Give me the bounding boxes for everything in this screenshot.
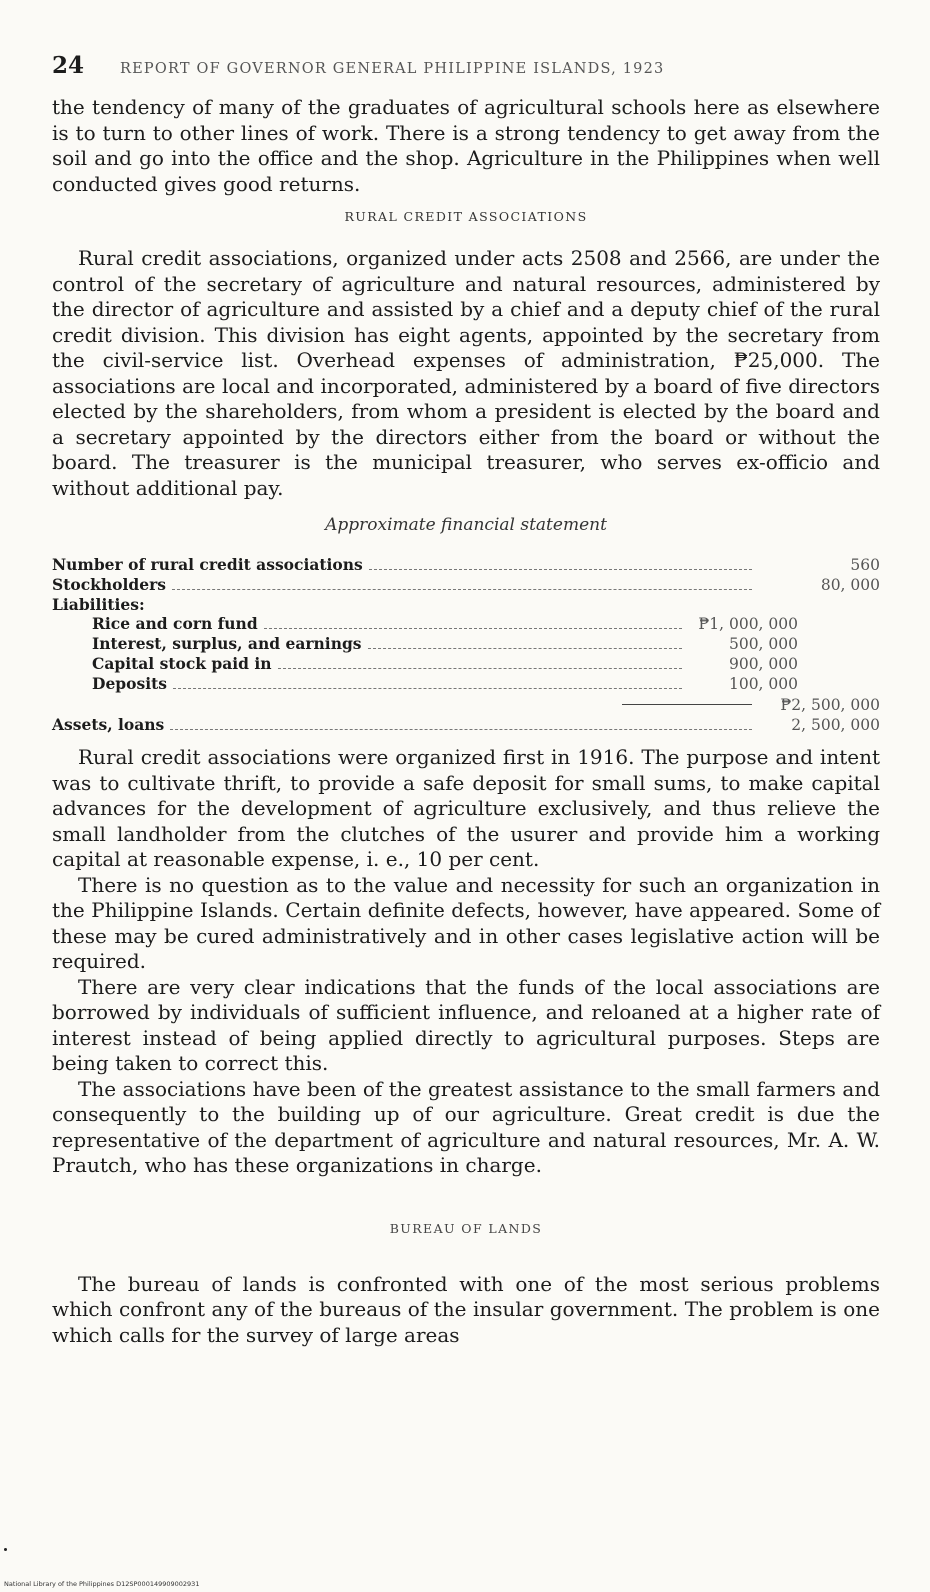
statement-row-deposits — [52, 674, 798, 694]
row-value: 560 — [850, 556, 880, 574]
statement-row-interest — [52, 634, 798, 654]
paragraph-rural-credit-3: There is no question as to the value and necessity for such an organization in the Philippine Islands. Certain definite defects, however, have appeared. Some of these may be cured administratively and in other cases legislative action will be required. — [52, 872, 880, 973]
row-value: 80, 000 — [820, 576, 880, 594]
row-value: 900, 000 — [728, 655, 798, 673]
statement-row-rice-fund — [52, 614, 798, 634]
dotted-leader — [170, 729, 752, 730]
statement-row-capital-stock — [52, 654, 798, 674]
page-number: 24 — [52, 52, 85, 79]
scan-footer-note: National Library of the Philippines D12SP000149909002931 — [4, 1580, 200, 1588]
row-label: Capital stock paid in — [92, 654, 272, 673]
dotted-leader — [368, 648, 682, 649]
paragraph-rural-credit-4: There are very clear indications that the funds of the local associations are borrowed by individuals of sufficient influence, and reloaned at a higher rate of interest instead of being applied directly to agricultural purposes. Steps are being taken to correct this. — [52, 974, 880, 1075]
row-value: 100, 000 — [728, 675, 798, 693]
report-title: REPORT OF GOVERNOR GENERAL PHILIPPINE ISLANDS, 1923 — [120, 61, 665, 77]
paragraph-rural-credit-2: Rural credit associations were organized first in 1916. The purpose and intent was to cultivate thrift, to provide a safe deposit for small sums, to make capital advances for the development of agriculture exclusively, and thus relieve the small landholder from the clutches of the usurer and provide him a working capital at reasonable expense, i. e., 10 per cent. — [52, 745, 880, 871]
row-value: ₱1, 000, 000 — [698, 615, 798, 633]
statement-row-liabilities-total — [52, 696, 880, 715]
dotted-leader — [369, 569, 752, 570]
section-heading-rural-credit: RURAL CREDIT ASSOCIATIONS — [344, 209, 588, 224]
dotted-leader — [264, 628, 682, 629]
statement-row-assets — [52, 715, 880, 735]
running-head — [52, 52, 880, 79]
section-heading-bureau-of-lands: BUREAU OF LANDS — [389, 1220, 543, 1236]
dotted-leader — [173, 688, 682, 689]
paragraph-rural-credit-1: Rural credit associations, organized under acts 2508 and 2566, are under the control of the secretary of agriculture and natural resources, administered by the director of agriculture and assisted by a chief and a deputy chief of the rural credit division. This division has eight agents, appointed by the secretary from the civil-service list. Overhead expenses of administration, ₱25,000. The associations are local and incorporated, administered by a board of five directors elected by the shareholders, from whom a president is elected by the board and a secretary appointed by the directors either from the board or without the board. The treasurer is the municipal treasurer, who serves ex-officio and without additional pay. — [52, 246, 880, 500]
row-value: ₱2, 500, 000 — [780, 696, 880, 714]
row-label: Interest, surplus, and earnings — [92, 634, 362, 653]
row-label: Assets, loans — [52, 715, 165, 734]
total-rule — [622, 704, 752, 705]
statement-row-stockholders — [52, 575, 880, 595]
dotted-leader — [278, 668, 682, 669]
statement-row-liabilities-header — [52, 595, 880, 614]
scan-dot — [4, 1548, 7, 1551]
document-page — [52, 52, 880, 1348]
row-label: Stockholders — [52, 575, 166, 594]
row-label: Rice and corn fund — [92, 614, 258, 633]
row-value: 2, 500, 000 — [791, 716, 880, 734]
financial-statement-table — [52, 555, 880, 735]
row-label: Number of rural credit associations — [52, 555, 363, 574]
dotted-leader — [172, 589, 752, 590]
row-label: Liabilities: — [52, 595, 145, 614]
paragraph-lands-1: The bureau of lands is confronted with one of the most serious problems which confront any of the bureaus of the insular government. The problem is one which calls for the survey of large areas — [52, 1271, 880, 1347]
paragraph-rural-credit-5: The associations have been of the greatest assistance to the small farmers and consequently to the building up of our agriculture. Great credit is due the representative of the department of agriculture and natural resources, Mr. A. W. Prautch, who has these organizations in charge. — [52, 1076, 880, 1177]
paragraph-intro: the tendency of many of the graduates of agricultural schools here as elsewhere is to turn to other lines of work. There is a strong tendency to get away from the soil and go into the office and the shop. Agriculture in the Philippines when well conducted gives good returns. — [52, 95, 880, 196]
statement-title: Approximate financial statement — [325, 515, 607, 535]
row-label: Deposits — [92, 674, 167, 693]
row-value: 500, 000 — [728, 635, 798, 653]
statement-row-associations — [52, 555, 880, 575]
